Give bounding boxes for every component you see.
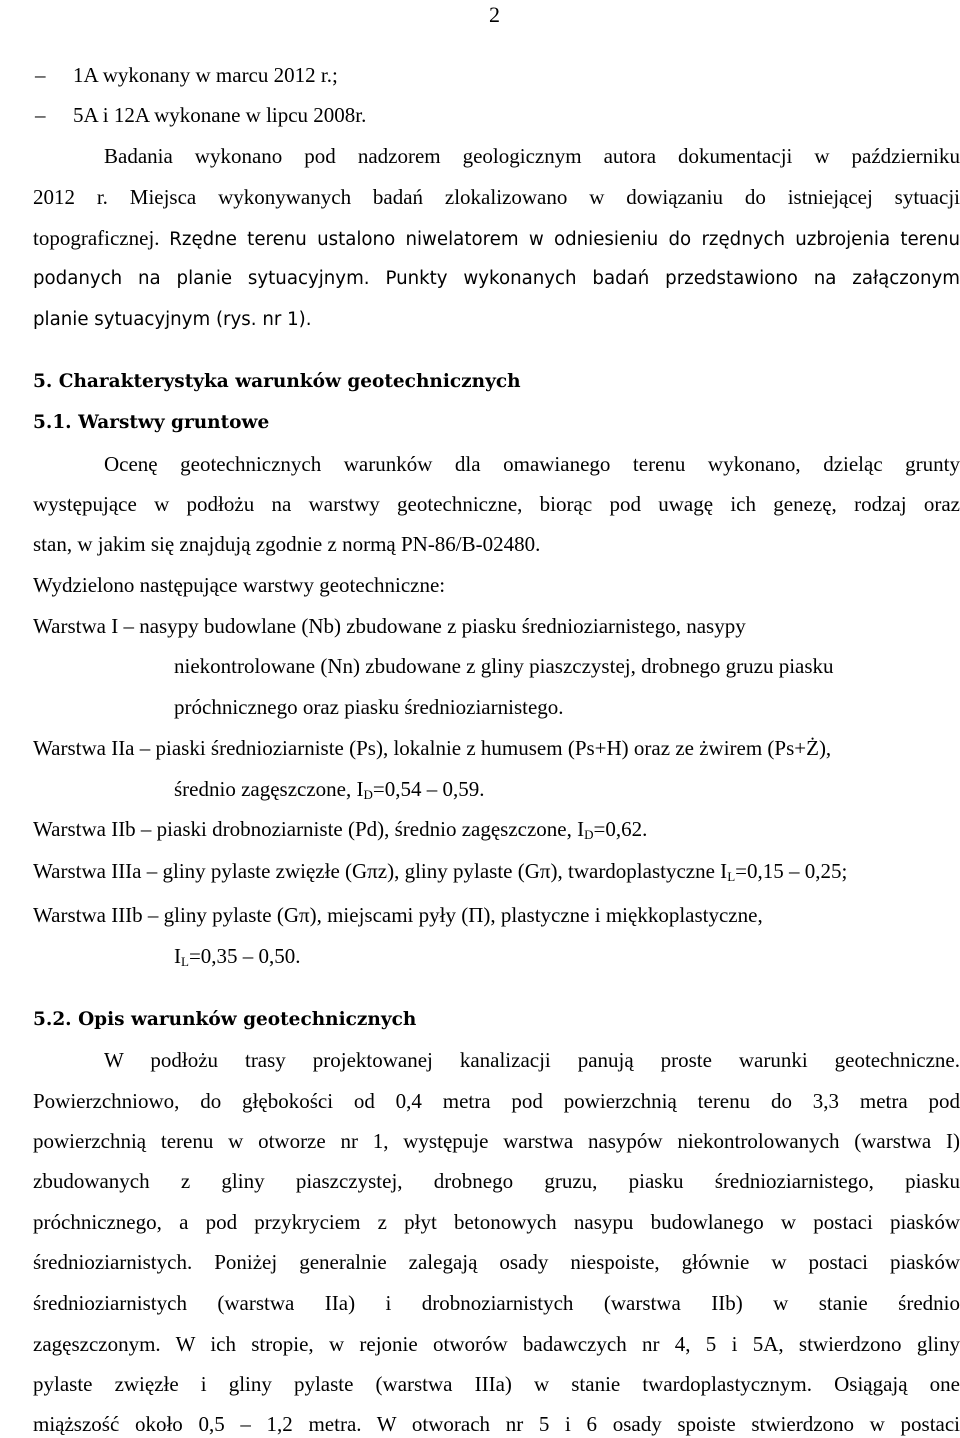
paragraph-line: zbudowanych z gliny piaszczystej, drobnego gruzu, piasku średnioziarnistego, piasku: [33, 1169, 960, 1193]
layer-iiib-line: $I_L=0,35 - 0,50$.: [174, 944, 301, 969]
subsection-heading: 5.2. Opis warunków geotechnicznych: [33, 1009, 417, 1030]
layer-iiia-line: Warstwa IIIa – gliny pylaste zwięzłe (Gπz), gliny pylaste (Gπ), twardoplastyczne $I_L=0,15 - 0,25$;: [33, 859, 848, 884]
paragraph-line: Powierzchniowo, do głębokości od 0,4 metra pod powierzchnią terenu do 3,3 metra pod: [33, 1089, 960, 1113]
paragraph-line: miąższość około 0,5 – 1,2 metra. W otworach nr 5 i 6 osady spoiste stwierdzono w postaci: [33, 1412, 960, 1436]
intro-line: topograficznej. Rzędne terenu ustalono niwelatorem w odniesieniu do rzędnych uzbrojenia terenu: [33, 226, 960, 250]
section-heading: 5. Charakterystyka warunków geotechnicznych: [33, 371, 521, 392]
paragraph-line: średnioziarnistych. Poniżej generalnie zalegają osady niespoiste, głównie w postaci piasków: [33, 1250, 960, 1274]
subsection-heading: 5.1. Warstwy gruntowe: [33, 412, 270, 433]
paragraph-line: próchnicznego, a pod przykryciem z płyt betonowych nasypu budowlanego w postaci piasków: [33, 1210, 960, 1234]
bullet-dash: –: [35, 63, 46, 87]
intro-line: Badania wykonano pod nadzorem geologicznym autora dokumentacji w październiku: [104, 144, 960, 168]
intro-line: podanych na planie sytuacyjnym. Punkty wykonanych badań przedstawiono na załączonym: [33, 268, 960, 289]
layer-iiib-line: Warstwa IIIb – gliny pylaste (Gπ), miejscami pyły (Π), plastyczne i miękkoplastyczne,: [33, 903, 763, 927]
paragraph-line: zagęszczonym. W ich stropie, w rejonie otworów badawczych nr 4, 5 i 5A, stwierdzono gliny: [33, 1332, 960, 1356]
paragraph-line: występujące w podłożu na warstwy geotechniczne, biorąc pod uwagę ich genezę, rodzaj oraz: [33, 492, 960, 516]
bullet-dash: –: [35, 103, 46, 127]
page-number: 2: [489, 2, 500, 27]
paragraph-line: średnioziarnistych (warstwa IIa) i drobnoziarnistych (warstwa IIb) w stanie średnio: [33, 1291, 960, 1315]
layer-iib-line: Warstwa IIb – piaski drobnoziarniste (Pd), średnio zagęszczone, $I_D=0,62$.: [33, 817, 648, 842]
paragraph-line: W podłożu trasy projektowanej kanalizacji panują proste warunki geotechniczne.: [104, 1048, 960, 1072]
paragraph-line: pylaste zwięzłe i gliny pylaste (warstwa IIIa) w stanie twardoplastycznym. Osiągają one: [33, 1372, 960, 1396]
layer-i-line: próchnicznego oraz piasku średnioziarnistego.: [174, 695, 564, 719]
bullet-item: 5A i 12A wykonane w lipcu 2008r.: [73, 103, 367, 127]
paragraph-line: Ocenę geotechnicznych warunków dla omawianego terenu wykonano, dzieląc grunty: [104, 452, 960, 476]
layer-iia-line: Warstwa IIa – piaski średnioziarniste (Ps), lokalnie z humusem (Ps+H) oraz ze żwirem (Ps+Ż),: [33, 736, 832, 760]
paragraph-line: Wydzielono następujące warstwy geotechniczne:: [33, 573, 446, 597]
paragraph-line: powierzchnią terenu w otworze nr 1, występuje warstwa nasypów niekontrolowanych (warstwa I): [33, 1129, 960, 1153]
bullet-item: 1A wykonany w marcu 2012 r.;: [73, 63, 338, 87]
layer-iia-line: średnio zagęszczone, $I_D=0,54 - 0,59$.: [174, 777, 485, 802]
layer-i-line: niekontrolowane (Nn) zbudowane z gliny piaszczystej, drobnego gruzu piasku: [174, 654, 834, 678]
layer-i-line: Warstwa I – nasypy budowlane (Nb) zbudowane z piasku średnioziarnistego, nasypy: [33, 614, 746, 638]
paragraph-line: stan, w jakim się znajdują zgodnie z normą PN-86/B-02480.: [33, 532, 541, 556]
intro-line: 2012 r. Miejsca wykonywanych badań zlokalizowano w dowiązaniu do istniejącej sytuacji: [33, 185, 960, 209]
intro-line: planie sytuacyjnym (rys. nr 1).: [33, 309, 312, 330]
